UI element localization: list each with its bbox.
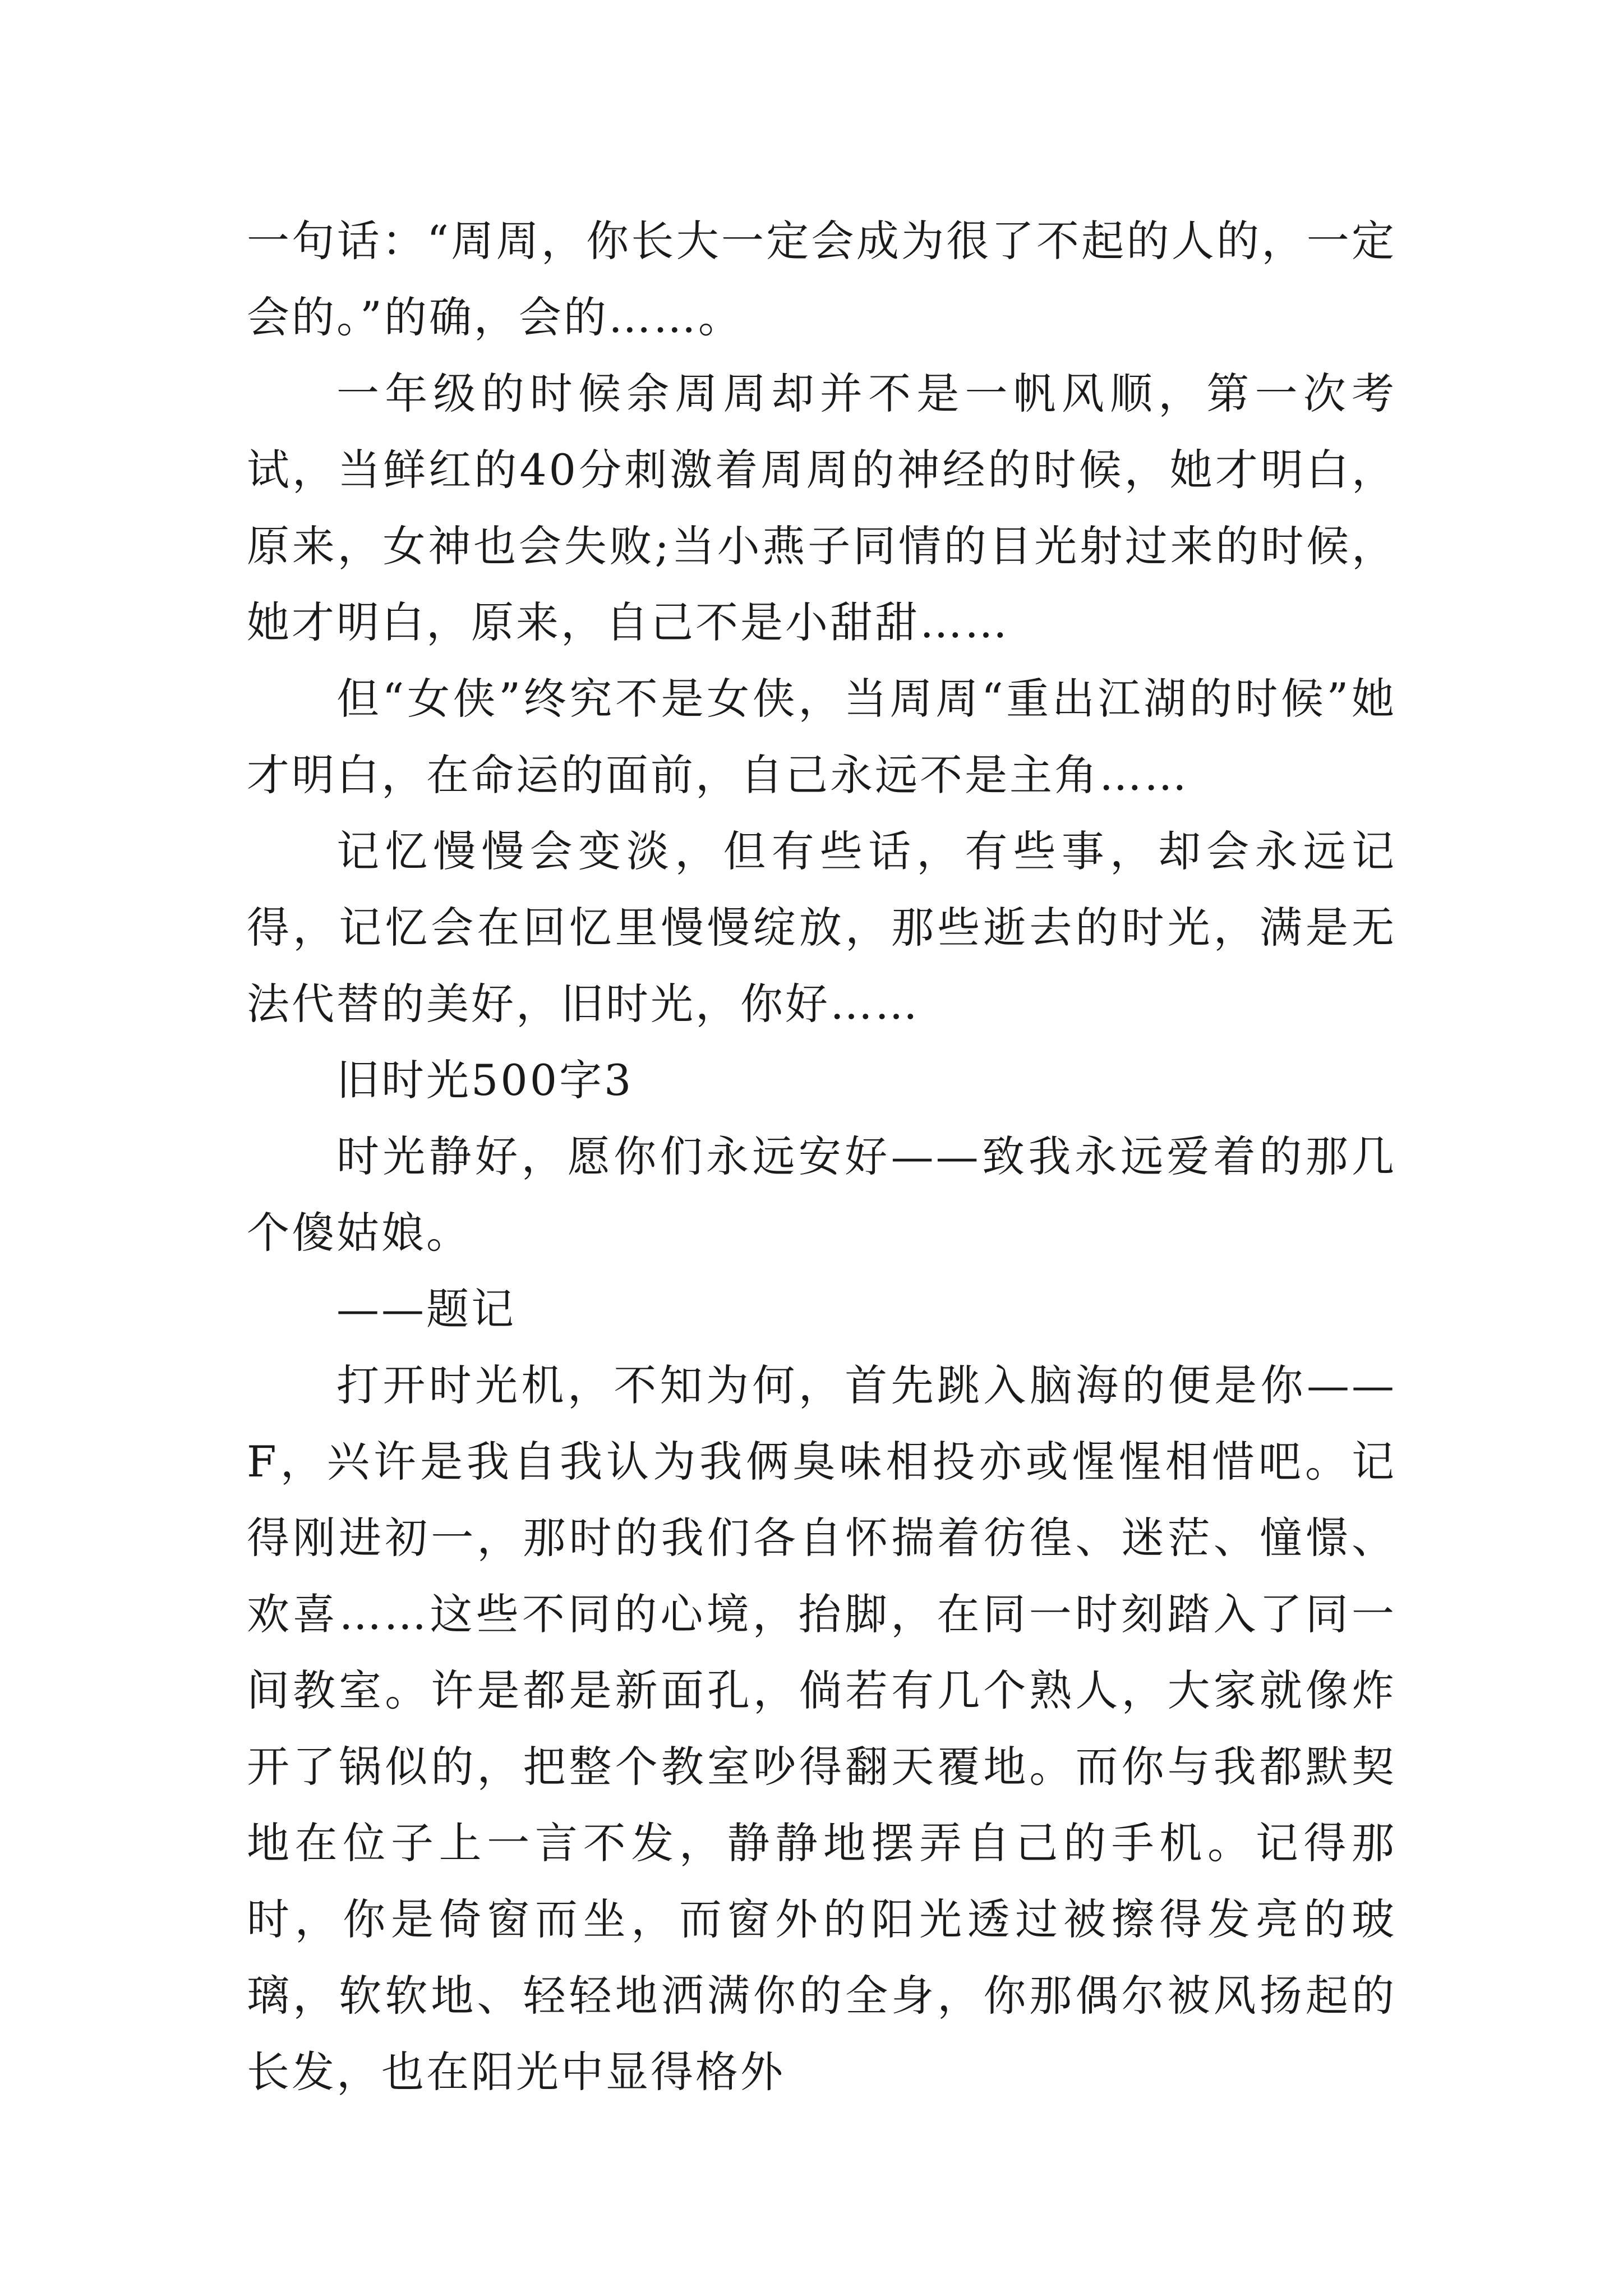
paragraph-2: 一年级的时候余周周却并不是一帆风顺，第一次考试，当鲜红的40分刺激着周周的神经的时候，她才明白，原来，女神也会失败;当小燕子同情的目光射过来的时候，她才明白，原来，自己不是小甜甜…… bbox=[247, 369, 1396, 647]
section-heading: 旧时光500字3 bbox=[336, 1055, 634, 1105]
paragraph-5: 打开时光机，不知为何，首先跳入脑海的便是你——F，兴许是我自我认为我俩臭味相投亦或惺惺相惜吧。记得刚进初一，那时的我们各自怀揣着彷徨、迷茫、憧憬、欢喜……这些不同的心境，抬脚，在同一时刻踏入了同一间教室。许是都是新面孔，倘若有几个熟人，大家就像炸开了锅似的，把整个教室吵得翻天覆地。而你与我都默契地在位子上一言不发，静静地摆弄自己的手机。记得那时，你是倚窗而坐，而窗外的阳光透过被擦得发亮的玻璃，软软地、轻轻地洒满你的全身，你那偶尔被风扬起的长发，也在阳光中显得格外 bbox=[247, 1360, 1396, 2097]
document-body bbox=[247, 203, 1396, 2110]
paragraph-4: 记忆慢慢会变淡，但有些话，有些事，却会永远记得，记忆会在回忆里慢慢绽放，那些逝去的时光，满是无法代替的美好，旧时光，你好…… bbox=[247, 826, 1396, 1029]
epigraph-attribution: ——题记 bbox=[336, 1284, 516, 1334]
paragraph-3: 但“女侠”终究不是女侠，当周周“重出江湖的时候”她才明白，在命运的面前，自己永远不是主角…… bbox=[247, 674, 1396, 800]
paragraph-1: 一句话：“周周，你长大一定会成为很了不起的人的，一定会的。”的确，会的……。 bbox=[247, 216, 1396, 342]
epigraph: 时光静好，愿你们永远安好——致我永远爱着的那几个傻姑娘。 bbox=[247, 1131, 1396, 1258]
